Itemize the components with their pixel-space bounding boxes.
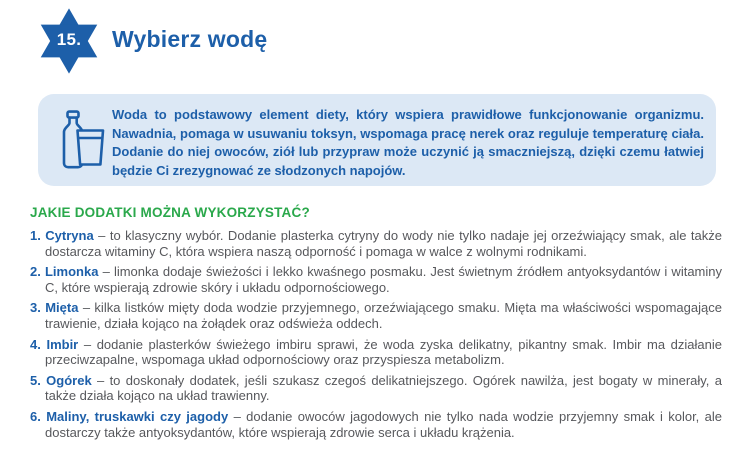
item-description: – limonka dodaje świeżości i lekko kwaśnego posmaku. Jest świetnym źródłem antyoksydantów i witaminy C, które wspierają zdrowie skóry i układu odpornościowego. [45, 264, 722, 295]
item-description: – to klasyczny wybór. Dodanie plasterka cytryny do wody nie tylko nadaje jej orzeźwiający smak, ale także dostarcza witaminy C, która wspiera naszą odporność i pomaga w walce z wolnymi rodnikami. [45, 228, 722, 259]
step-number-badge [35, 5, 103, 77]
item-number: 2. [30, 264, 41, 280]
section-heading: JAKIE DODATKI MOŻNA WYKORZYSTAĆ? [30, 205, 310, 220]
list-item [30, 264, 722, 295]
item-term: Maliny, truskawki czy jagody [46, 408, 229, 424]
step-number: 15. [56, 30, 82, 50]
list-item [30, 228, 722, 259]
item-number: 3. [30, 300, 41, 316]
item-term: Limonka [44, 264, 99, 280]
additives-list [30, 228, 722, 440]
list-item [30, 373, 722, 404]
list-item [30, 409, 722, 440]
item-term: Cytryna [45, 228, 94, 243]
item-term: Imbir [46, 336, 79, 352]
item-description: – dodanie owoców jagodowych nie tylko nada wodzie przyjemny smak i kolor, ale dostarczy także antyoksydantów, które wspierają zdrowie serca i układu krążenia. [45, 408, 722, 440]
item-description: – dodanie plasterków świeżego imbiru sprawi, że woda zyska delikatny, pikantny smak. Imbir ma działanie przeciwzapalne, wspomaga układ odpornościowy oraz przyspiesza metabolizm. [45, 336, 722, 368]
item-term: Ogórek [46, 372, 92, 388]
item-description: – kilka listków mięty doda wodzie przyjemnego, orzeźwiającego smaku. Mięta ma właściwości wspomagające trawienie, działa kojąco na żołądek oraz odświeża oddech. [45, 300, 722, 331]
item-number: 1. [30, 228, 41, 243]
page-title: Wybierz wodę [112, 26, 268, 52]
item-description: – to doskonały dodatek, jeśli szukasz czegoś delikatniejszego. Ogórek nawilża, jest bogaty w minerały, a także działa kojąco na układ trawienny. [45, 372, 722, 404]
list-item [30, 300, 722, 331]
list-item [30, 337, 722, 368]
item-term: Mięta [45, 300, 79, 316]
additives-section [30, 205, 722, 445]
intro-text: Woda to podstawowy element diety, który wspiera prawidłowe funkcjonowanie organizmu. Nawadnia, pomaga w usuwaniu toksyn, wspomaga pracę nerek oraz reguluje temperaturę ciała. Dodanie do niej owoców, ziół lub przypraw może uczynić ją smaczniejszą, dzięki czemu łatwiej będzie Ci zrezygnować ze słodzonych napojów. [112, 107, 704, 178]
water-bottle-and-glass-icon [59, 110, 105, 170]
item-number: 5. [30, 372, 41, 388]
item-number: 4. [30, 336, 41, 352]
item-number: 6. [30, 408, 41, 424]
intro-box [38, 94, 716, 186]
